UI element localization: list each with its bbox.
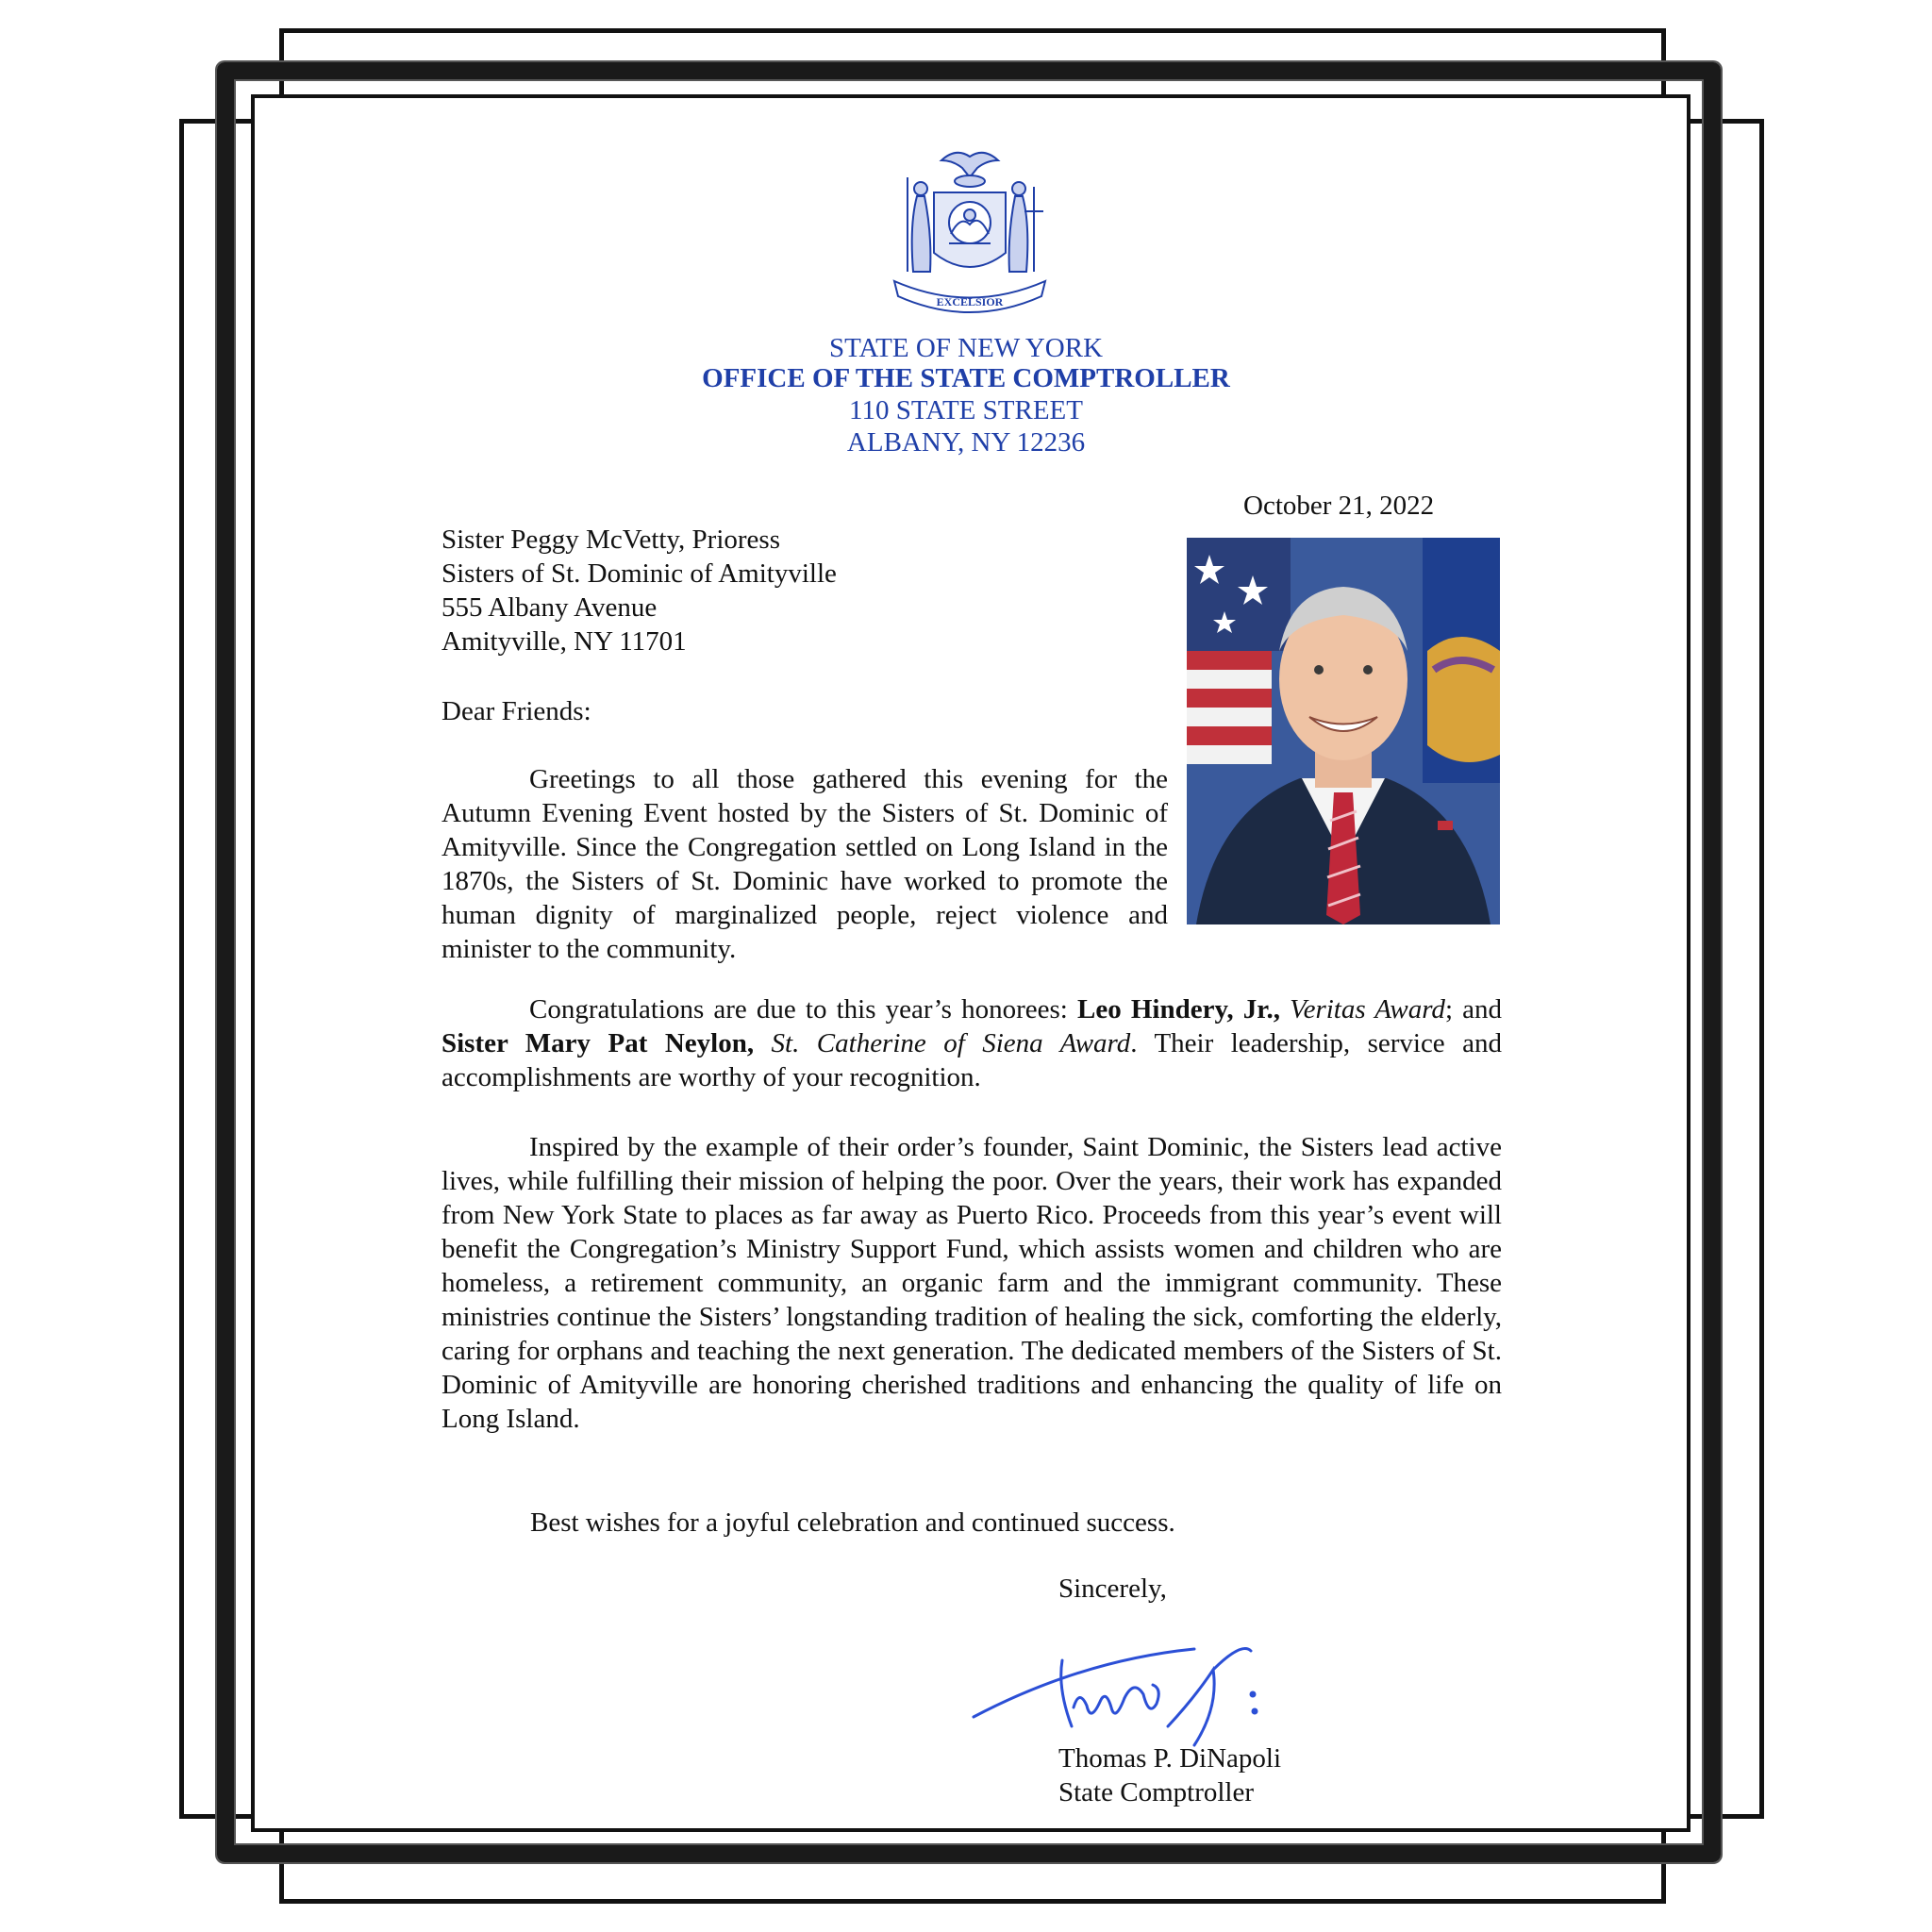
- new-york-state-seal: [875, 140, 1064, 328]
- p2-intro: Congratulations are due to this year’s honorees:: [529, 994, 1077, 1024]
- honoree-1-award: Veritas Award: [1290, 994, 1445, 1024]
- signer-title: State Comptroller: [1058, 1777, 1254, 1807]
- paragraph-1: Greetings to all those gathered this evening for the Autumn Evening Event hosted by the Sisters of St. Dominic of Amityville. Since the Congregation settled on Long Island in the 1870s, the Sisters of St. Dominic have worked to promote the human dignity of marginalized people, reject violence and minister to the community.: [441, 764, 1168, 964]
- paragraph-2: [441, 992, 1502, 1094]
- recipient-city: Amityville, NY 11701: [441, 626, 687, 657]
- honoree-2-award: St. Catherine of Siena Award: [771, 1028, 1131, 1058]
- honoree-2-name: Sister Mary Pat Neylon,: [441, 1028, 755, 1058]
- recipient-org: Sisters of St. Dominic of Amityville: [441, 558, 837, 589]
- letterhead-city: ALBANY, NY 12236: [846, 427, 1086, 458]
- p2-sep: ; and: [1444, 994, 1502, 1024]
- letter-date: October 21, 2022: [1243, 491, 1435, 521]
- seal-motto: EXCELSIOR: [936, 295, 1004, 308]
- recipient-street: 555 Albany Avenue: [441, 592, 658, 623]
- signer-name: Thomas P. DiNapoli: [1058, 1743, 1282, 1774]
- comptroller-portrait: [1187, 538, 1500, 924]
- closing-line: Best wishes for a joyful celebration and continued success.: [530, 1507, 1175, 1538]
- p2-outro: . Their leadership, service and accomplishments are worthy of your recognition.: [441, 1028, 1503, 1092]
- paragraph-3: Inspired by the example of their order’s founder, Saint Dominic, the Sisters lead active lives, while fulfilling their mission of helping the poor. Over the years, their work has expanded from New York State to places as far away as Puerto Rico. Proceeds from this year’s event will benefit the Congregation’s Ministry Support Fund, which assists women and children who are homeless, a retirement community, an organic farm and the immigrant community. These ministries continue the Sisters’ longstanding tradition of healing the sick, comforting the elderly, caring for orphans and teaching the next generation. The dedicated members of the Sisters of St. Dominic of Amityville are honoring cherished traditions and enhancing the quality of life on Long Island.: [441, 1132, 1502, 1434]
- letterhead-street: 110 STATE STREET: [849, 395, 1083, 425]
- signoff: Sincerely,: [1058, 1574, 1167, 1604]
- recipient-name: Sister Peggy McVetty, Prioress: [441, 525, 780, 555]
- honoree-1-name: Leo Hindery, Jr.,: [1076, 994, 1280, 1024]
- handwritten-signature: [968, 1632, 1345, 1755]
- salutation: Dear Friends:: [441, 696, 591, 726]
- letterhead-state: STATE OF NEW YORK: [828, 333, 1104, 363]
- letterhead-office: OFFICE OF THE STATE COMPTROLLER: [702, 363, 1230, 393]
